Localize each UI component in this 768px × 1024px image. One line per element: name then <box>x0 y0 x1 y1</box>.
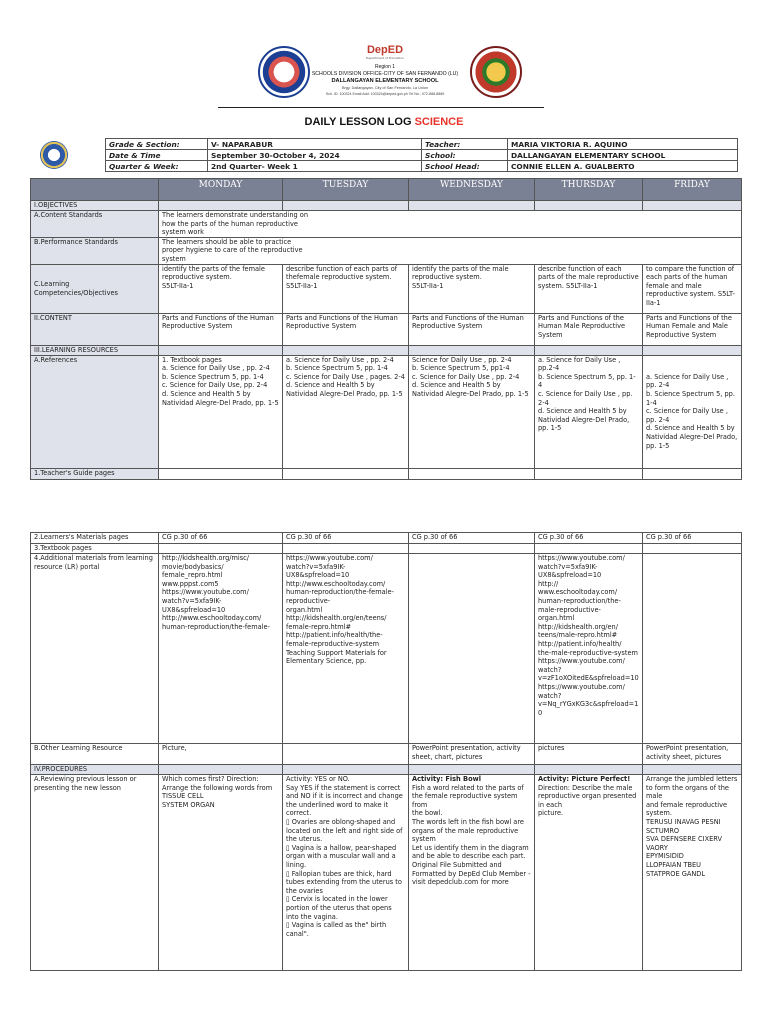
table-cell: describe function of each parts of thefemale reproductive system. S5LT-IIa-1 <box>283 264 409 313</box>
activity-title: Activity: Fish Bowl <box>412 775 481 783</box>
activity-text: Direction: Describe the male reproductive organ presented in each picture. <box>538 783 637 818</box>
deped-subtitle: Department of Education <box>366 56 404 60</box>
table-cell: Picture, <box>159 744 283 765</box>
row-label: 4.Additional materials from learning resource (LR) portal <box>31 554 159 744</box>
teacher-value: MARIA VIKTORIA R. AQUINO <box>508 139 738 150</box>
table-cell: pictures <box>535 744 643 765</box>
row-label: II.CONTENT <box>31 313 159 345</box>
content-standards-text: The learners demonstrate understanding on how the parts of the human reproductive system work <box>159 211 742 238</box>
title-prefix: DAILY LESSON LOG <box>304 116 412 128</box>
page-title <box>0 116 768 128</box>
info-block <box>30 138 738 171</box>
day-header: THURSDAY <box>535 179 643 201</box>
activity-text: Fish a word related to the parts of the female reproductive system from the bowl. The words left in the fish bowl are organs of the male reproductive system Let us identify them in the diagram and be able to describe each part. Original File Submitted and Formatted by DepEd Club Member - visit depedclub.com for more <box>412 783 531 887</box>
lesson-table-part1 <box>30 178 742 480</box>
info-table <box>105 138 738 172</box>
section-resources: III.LEARNING RESOURCES <box>31 345 159 355</box>
row-label: A.Content Standards <box>31 211 159 238</box>
school-value: DALLANGAYAN ELEMENTARY SCHOOL <box>508 150 738 161</box>
table-cell <box>409 554 535 744</box>
school-header <box>0 40 768 110</box>
grade-value: V- NAPARABUR <box>208 139 422 150</box>
school-label: School: <box>422 150 508 161</box>
table-cell: Parts and Functions of the Human Reproductive System <box>409 313 535 345</box>
school-seal-icon <box>470 46 522 98</box>
table-cell: a. Science for Daily Use , pp.2-4 b. Science Spectrum 5, pp. 1-4 c. Science for Daily Use , pp. 2-4 d. Science and Health 5 by Natividad Alegre-Del Prado, pp. 1-5 <box>535 355 643 468</box>
table-cell: Parts and Functions of the Human Male Reproductive System <box>535 313 643 345</box>
table-cell: describe function of each parts of the male reproductive system. S5LT-IIa-1 <box>535 264 643 313</box>
day-header: FRIDAY <box>643 179 742 201</box>
day-header: TUESDAY <box>283 179 409 201</box>
row-label: 3.Textbook pages <box>31 544 159 554</box>
table-cell: PowerPoint presentation, activity sheet, pictures <box>643 744 742 765</box>
activity-title: Activity: Picture Perfect! <box>538 775 631 783</box>
teacher-label: Teacher: <box>422 139 508 150</box>
row-label: A.References <box>31 355 159 468</box>
region-text: Region 1 <box>374 64 395 70</box>
day-header: MONDAY <box>159 179 283 201</box>
corner-header <box>31 179 159 201</box>
table-cell: a. Science for Daily Use , pp. 2-4 b. Science Spectrum 5, pp. 1-4 c. Science for Daily Use , pp. 2-4 d. Science and Health 5 by Natividad Alegre-Del Prado, pp. 1-5 <box>643 355 742 468</box>
division-text: SCHOOLS DIVISION OFFICE-CITY OF SAN FERNANDO (LU) <box>311 71 459 77</box>
quarter-value: 2nd Quarter- Week 1 <box>208 161 422 172</box>
table-cell: 1. Textbook pages a. Science for Daily Use , pp. 2-4 b. Science Spectrum 5, pp. 1-4 c. Science for Daily Use, pp. 2-4 d. Science and Health 5 by Natividad Alegre-Del Prado, pp. 1-5 <box>159 355 283 468</box>
table-cell: CG p.30 of 66 <box>283 533 409 544</box>
contact-text: Sch. ID: 100324 Email Add: 100324@deped.gov.ph Tel No.: 072-888-8889 <box>325 92 445 96</box>
table-cell: identify the parts of the female reproductive system. S5LT-IIa-1 <box>159 264 283 313</box>
row-label: 1.Teacher's Guide pages <box>31 468 159 479</box>
table-cell: a. Science for Daily Use , pp. 2-4 b. Science Spectrum 5, pp. 1-4 c. Science for Daily Use , pages. 2-4 d. Science and Health 5 by Natividad Alegre-Del Prado, pp. 1-5 <box>283 355 409 468</box>
quarter-label: Quarter & Week: <box>106 161 208 172</box>
performance-standards-text: The learners should be able to practice proper hygiene to care of the reproductive system <box>159 237 742 264</box>
deped-logo: DepED <box>366 44 404 56</box>
lesson-table-part2 <box>30 532 742 971</box>
row-label: A.Reviewing previous lesson or presenting the new lesson <box>31 775 159 971</box>
title-subject: SCIENCE <box>414 116 464 128</box>
section-procedures: IV.PROCEDURES <box>31 765 159 775</box>
row-label: B.Other Learning Resource <box>31 744 159 765</box>
table-cell: Arrange the jumbled letters to form the organs of the male and female reproductive system. TERUSU INAVAG PESNI SCTUMRO SVA DEFNSERE CIXERV VAORY EPYMISIDID LLOPFAIAN TBEU STATPROE GANDL <box>643 775 742 971</box>
table-cell: identify the parts of the male reproductive system. S5LT-IIa-1 <box>409 264 535 313</box>
table-cell: Science for Daily Use , pp. 2-4 b. Science Spectrum 5, pp1-4 c. Science for Daily Use , pp. 2-4 d. Science and Health 5 by Natividad Alegre-Del Prado, pp. 1-5 <box>409 355 535 468</box>
row-label: B.Performance Standards <box>31 237 159 264</box>
header-rule <box>218 107 544 108</box>
table-cell: Activity: YES or NO. Say YES if the statement is correct and NO if it is incorrect and change the underlined word to make it correct. ▯ Ovaries are oblong-shaped and located on the left and right side of the uterus. ▯ Vagina is a hallow, pear-shaped organ with a muscular wall and a lining. ▯ Fallopian tubes are thick, hard tubes extending from the uterus to the ovaries ▯ Cervix is located in the lower portion of the uterus that opens into the vagina. ▯ Vagina is called as the" birth canal". <box>283 775 409 971</box>
table-cell <box>409 775 535 971</box>
section-objectives: I.OBJECTIVES <box>31 201 159 211</box>
table-cell <box>643 554 742 744</box>
table-cell: https://www.youtube.com/ watch?v=5xfa9IK- UX8&spfreload=10 http://www.eschooltoday.com/ human-reproduction/the-female- reproductive- organ.html http://kidshealth.org/en/teens/ female-repro.html# http://patient.info/health/the- female-reproductive-system Teaching Support Materials for Elementary Science, pp. <box>283 554 409 744</box>
table-cell: https://www.youtube.com/ watch?v=5xfa9IK- UX8&spfreload=10 http:// www.eschooltoday.com/ human-reproduction/the- male-reproductive- organ.html http://kidshealth.org/en/ teens/male-repro.html# http://patient.info/health/ the-male-reproductive-system https://www.youtube.com/ watch? v=zF1oXOitedE&spfreload=10 https://www.youtube.com/ watch? v=Nq_rYGxKG3c&spfreload=1 0 <box>535 554 643 744</box>
table-cell: PowerPoint presentation, activity sheet, chart, pictures <box>409 744 535 765</box>
table-cell: CG p.30 of 66 <box>535 533 643 544</box>
head-label: School Head: <box>422 161 508 172</box>
day-header: WEDNESDAY <box>409 179 535 201</box>
table-cell <box>535 775 643 971</box>
row-label: C.Learning Competencies/Objectives <box>31 264 159 313</box>
table-cell: CG p.30 of 66 <box>643 533 742 544</box>
table-cell: Parts and Functions of the Human Reproductive System <box>159 313 283 345</box>
row-label: 2.Learners's Materials pages <box>31 533 159 544</box>
head-value: CONNIE ELLEN A. GUALBERTO <box>508 161 738 172</box>
grade-label: Grade & Section: <box>106 139 208 150</box>
table-cell <box>283 744 409 765</box>
table-cell: http://kidshealth.org/misc/ movie/bodybasics/ female_repro.html www.pppst.com5 https://www.youtube.com/ watch?v=5xfa9IK- UX8&spfreload=10 http://www.eschooltoday.com/ human-reproduction/the-female- <box>159 554 283 744</box>
table-cell: CG p.30 of 66 <box>159 533 283 544</box>
table-cell: Which comes first? Direction: Arrange the following words from TISSUE CELL SYSTEM ORGAN <box>159 775 283 971</box>
date-value: September 30-October 4, 2024 <box>208 150 422 161</box>
table-cell: CG p.30 of 66 <box>409 533 535 544</box>
table-cell: to compare the function of each parts of the human female and male reproductive system. S5LT-IIa-1 <box>643 264 742 313</box>
table-cell: Parts and Functions of the Human Reproductive System <box>283 313 409 345</box>
deped-seal-icon <box>40 141 68 169</box>
table-cell: Parts and Functions of the Human Female and Male Reproductive System <box>643 313 742 345</box>
school-name-text: DALLANGAYAN ELEMENTARY SCHOOL <box>331 78 439 84</box>
date-label: Date & Time <box>106 150 208 161</box>
address-text: Brgy. Dallangayan, City of San Fernando, La Union <box>341 86 429 90</box>
